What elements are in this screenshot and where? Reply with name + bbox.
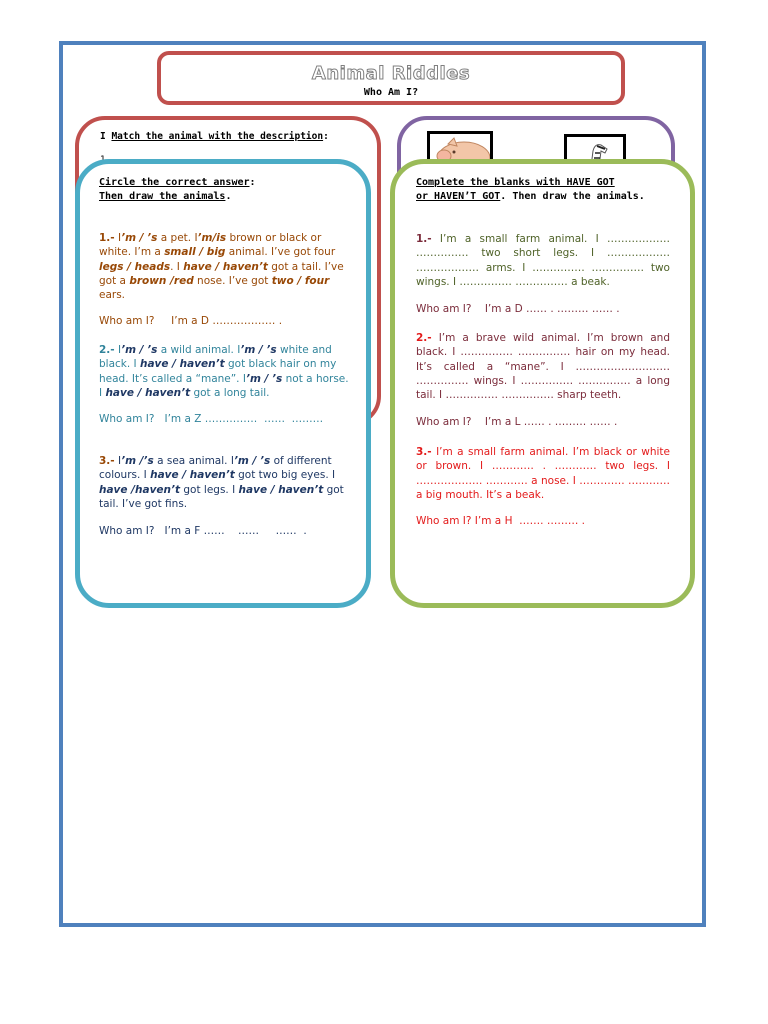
who-am-i-2-right: Who am I? I’m a L …… . ……… …… . [416,416,618,428]
who-am-i-1-right: Who am I? I’m a D …… . ……… …… . [416,303,620,315]
who-am-i-1-left: Who am I? I’m a D ……………… . [99,315,283,327]
page-title: Animal Riddles [311,63,471,84]
riddle-1-left: 1.- I’m / ’s a pet. I’m/is brown or black or white. I’m a small / big animal. I’ve got four legs / heads. I have / haven’t got a tail. I’ve got a brown /red nose. I’ve got two / four ears. [99,232,344,302]
who-am-i-3-left: Who am I? I’m a F …… …… …… . [99,525,307,537]
right-instructions: Complete the blanks with HAVE GOT or HAVEN’T GOT. Then draw the animals. [416,177,645,202]
left-instructions: Circle the correct answer: Then draw the animals. [99,177,256,202]
riddle-2-right: 2.- I’m a brave wild animal. I’m brown and black. I …………… …………… hair on my head. It’s called a “mane”. I ……………………… …………… wings. I …………… …………… a long tail. I …………… …………… sharp teeth. [416,332,670,402]
who-am-i-3-right: Who am I? I’m a H ……. ……… . [416,515,585,527]
title-box [157,51,625,105]
riddle-3-right: 3.- I’m a small farm animal. I’m black or white or brown. I ………… . ………… two legs. I ………………. ………… a nose. I …………. ………… a big mouth. It’s a beak. [416,446,670,501]
riddle-3-left: 3.- I’m /’s a sea animal. I’m / ’s of different colours. I have / haven’t got two big eyes. I have /haven’t got legs. I have / haven’t got tail. I’ve got fins. [99,455,344,510]
match-instruction: I Match the animal with the description: [100,131,329,142]
riddle-2-left: 2.- I’m / ’s a wild animal. I’m / ’s white and black. I have / haven’t got black hair on my head. It’s called a “mane”. I’m / ’s not a horse. I have / haven’t got a long tail. [99,344,349,399]
page-subtitle: Who Am I? [363,87,419,98]
riddle-1-right: 1.- I’m a small farm animal. I ……………… …………… two short legs. I ……………… ……………… arms. I …………… …………… two wings. I …………… …………… a beak. [416,233,670,288]
who-am-i-2-left: Who am I? I’m a Z …………… …… ……… [99,413,324,425]
